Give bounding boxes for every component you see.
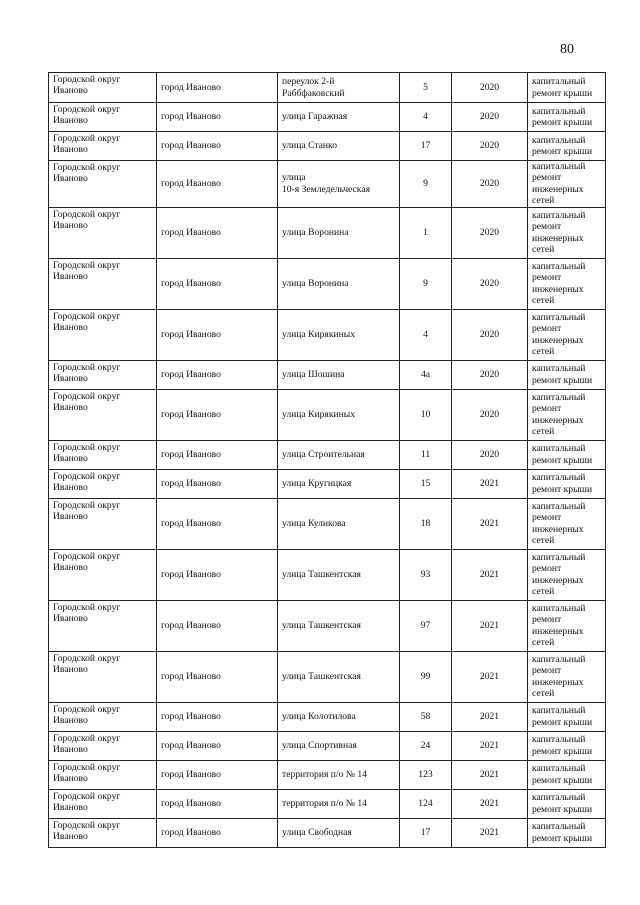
street-cell: улица Ташкентская: [278, 600, 400, 651]
year-cell: 2021: [452, 651, 528, 702]
work-type-cell: капитальный ремонт крыши: [528, 440, 606, 469]
year-cell: 2021: [452, 789, 528, 818]
year-cell: 2020: [452, 132, 528, 161]
street-cell: улица Ташкентская: [278, 549, 400, 600]
city-cell: город Иваново: [157, 132, 278, 161]
house-number-cell: 17: [400, 132, 452, 161]
year-cell: 2020: [452, 103, 528, 132]
table-row: [49, 651, 606, 702]
house-number-cell: 15: [400, 469, 452, 498]
street-cell: улица Спортивная: [278, 731, 400, 760]
table-row: [49, 258, 606, 309]
table-row: [49, 469, 606, 498]
house-number-cell: 9: [400, 161, 452, 208]
street-cell: улица Строительная: [278, 440, 400, 469]
house-number-cell: 124: [400, 789, 452, 818]
year-cell: 2020: [452, 309, 528, 360]
housing-repair-table: [48, 72, 606, 848]
city-cell: город Иваново: [157, 600, 278, 651]
house-number-cell: 4: [400, 309, 452, 360]
city-cell: город Иваново: [157, 207, 278, 258]
municipality-cell: Городской округ Иваново: [49, 651, 157, 702]
municipality-cell: Городской округ Иваново: [49, 600, 157, 651]
municipality-cell: Городской округ Иваново: [49, 132, 157, 161]
street-cell: улица Гаражная: [278, 103, 400, 132]
year-cell: 2021: [452, 731, 528, 760]
table-row: [49, 309, 606, 360]
work-type-cell: капитальный ремонт инженерных сетей: [528, 258, 606, 309]
house-number-cell: 1: [400, 207, 452, 258]
city-cell: город Иваново: [157, 498, 278, 549]
work-type-cell: капитальный ремонт инженерных сетей: [528, 498, 606, 549]
municipality-cell: Городской округ Иваново: [49, 103, 157, 132]
house-number-cell: 9: [400, 258, 452, 309]
work-type-cell: капитальный ремонт инженерных сетей: [528, 600, 606, 651]
municipality-cell: Городской округ Иваново: [49, 731, 157, 760]
municipality-cell: Городской округ Иваново: [49, 309, 157, 360]
year-cell: 2020: [452, 207, 528, 258]
table-row: [49, 389, 606, 440]
street-cell: улица Станко: [278, 132, 400, 161]
city-cell: город Иваново: [157, 789, 278, 818]
table-row: [49, 731, 606, 760]
municipality-cell: Городской округ Иваново: [49, 207, 157, 258]
work-type-cell: капитальный ремонт крыши: [528, 789, 606, 818]
house-number-cell: 5: [400, 73, 452, 103]
year-cell: 2021: [452, 469, 528, 498]
work-type-cell: капитальный ремонт крыши: [528, 132, 606, 161]
city-cell: город Иваново: [157, 360, 278, 389]
street-cell: улица Кирякиных: [278, 389, 400, 440]
table-row: [49, 818, 606, 847]
work-type-cell: капитальный ремонт крыши: [528, 360, 606, 389]
house-number-cell: 10: [400, 389, 452, 440]
table-row: [49, 702, 606, 731]
table-row: [49, 760, 606, 789]
table-row: [49, 440, 606, 469]
table-row: [49, 132, 606, 161]
year-cell: 2020: [452, 389, 528, 440]
work-type-cell: капитальный ремонт крыши: [528, 818, 606, 847]
year-cell: 2020: [452, 440, 528, 469]
house-number-cell: 18: [400, 498, 452, 549]
year-cell: 2020: [452, 258, 528, 309]
work-type-cell: капитальный ремонт крыши: [528, 469, 606, 498]
house-number-cell: 93: [400, 549, 452, 600]
street-cell: улица Шошина: [278, 360, 400, 389]
city-cell: город Иваново: [157, 389, 278, 440]
work-type-cell: капитальный ремонт инженерных сетей: [528, 389, 606, 440]
street-cell: улица Свободная: [278, 818, 400, 847]
year-cell: 2021: [452, 498, 528, 549]
municipality-cell: Городской округ Иваново: [49, 258, 157, 309]
work-type-cell: капитальный ремонт крыши: [528, 103, 606, 132]
city-cell: город Иваново: [157, 731, 278, 760]
municipality-cell: Городской округ Иваново: [49, 760, 157, 789]
table-row: [49, 360, 606, 389]
table-row: [49, 73, 606, 103]
house-number-cell: 58: [400, 702, 452, 731]
year-cell: 2020: [452, 73, 528, 103]
municipality-cell: Городской округ Иваново: [49, 73, 157, 103]
city-cell: город Иваново: [157, 549, 278, 600]
municipality-cell: Городской округ Иваново: [49, 702, 157, 731]
municipality-cell: Городской округ Иваново: [49, 498, 157, 549]
municipality-cell: Городской округ Иваново: [49, 818, 157, 847]
year-cell: 2021: [452, 702, 528, 731]
work-type-cell: капитальный ремонт крыши: [528, 731, 606, 760]
municipality-cell: Городской округ Иваново: [49, 789, 157, 818]
city-cell: город Иваново: [157, 651, 278, 702]
municipality-cell: Городской округ Иваново: [49, 549, 157, 600]
year-cell: 2021: [452, 818, 528, 847]
street-cell: территория п/о № 14: [278, 760, 400, 789]
city-cell: город Иваново: [157, 760, 278, 789]
street-cell: улица Воронина: [278, 207, 400, 258]
street-cell: улица Ташкентская: [278, 651, 400, 702]
work-type-cell: капитальный ремонт инженерных сетей: [528, 207, 606, 258]
house-number-cell: 4а: [400, 360, 452, 389]
table-row: [49, 207, 606, 258]
street-cell: улица Кирякиных: [278, 309, 400, 360]
house-number-cell: 17: [400, 818, 452, 847]
work-type-cell: капитальный ремонт крыши: [528, 702, 606, 731]
street-cell: улица Колотилова: [278, 702, 400, 731]
work-type-cell: капитальный ремонт инженерных сетей: [528, 161, 606, 208]
house-number-cell: 97: [400, 600, 452, 651]
city-cell: город Иваново: [157, 469, 278, 498]
work-type-cell: капитальный ремонт крыши: [528, 760, 606, 789]
street-cell: улица Кругицкая: [278, 469, 400, 498]
page-number: 80: [560, 42, 574, 57]
city-cell: город Иваново: [157, 73, 278, 103]
house-number-cell: 24: [400, 731, 452, 760]
table-row: [49, 789, 606, 818]
city-cell: город Иваново: [157, 818, 278, 847]
street-cell: улица 10-я Земледельческая: [278, 161, 400, 208]
year-cell: 2021: [452, 549, 528, 600]
municipality-cell: Городской округ Иваново: [49, 161, 157, 208]
work-type-cell: капитальный ремонт инженерных сетей: [528, 309, 606, 360]
municipality-cell: Городской округ Иваново: [49, 389, 157, 440]
work-type-cell: капитальный ремонт инженерных сетей: [528, 651, 606, 702]
house-number-cell: 123: [400, 760, 452, 789]
house-number-cell: 11: [400, 440, 452, 469]
table-row: [49, 600, 606, 651]
year-cell: 2020: [452, 161, 528, 208]
municipality-cell: Городской округ Иваново: [49, 360, 157, 389]
city-cell: город Иваново: [157, 309, 278, 360]
year-cell: 2021: [452, 600, 528, 651]
house-number-cell: 4: [400, 103, 452, 132]
table-row: [49, 498, 606, 549]
street-cell: территория п/о № 14: [278, 789, 400, 818]
city-cell: город Иваново: [157, 440, 278, 469]
street-cell: улица Куликова: [278, 498, 400, 549]
municipality-cell: Городской округ Иваново: [49, 440, 157, 469]
street-cell: переулок 2-й Раббфаковский: [278, 73, 400, 103]
street-cell: улица Воронина: [278, 258, 400, 309]
table-row: [49, 549, 606, 600]
city-cell: город Иваново: [157, 103, 278, 132]
house-number-cell: 99: [400, 651, 452, 702]
year-cell: 2020: [452, 360, 528, 389]
city-cell: город Иваново: [157, 258, 278, 309]
work-type-cell: капитальный ремонт крыши: [528, 73, 606, 103]
table-row: [49, 103, 606, 132]
city-cell: город Иваново: [157, 161, 278, 208]
municipality-cell: Городской округ Иваново: [49, 469, 157, 498]
city-cell: город Иваново: [157, 702, 278, 731]
year-cell: 2021: [452, 760, 528, 789]
work-type-cell: капитальный ремонт инженерных сетей: [528, 549, 606, 600]
table-row: [49, 161, 606, 208]
